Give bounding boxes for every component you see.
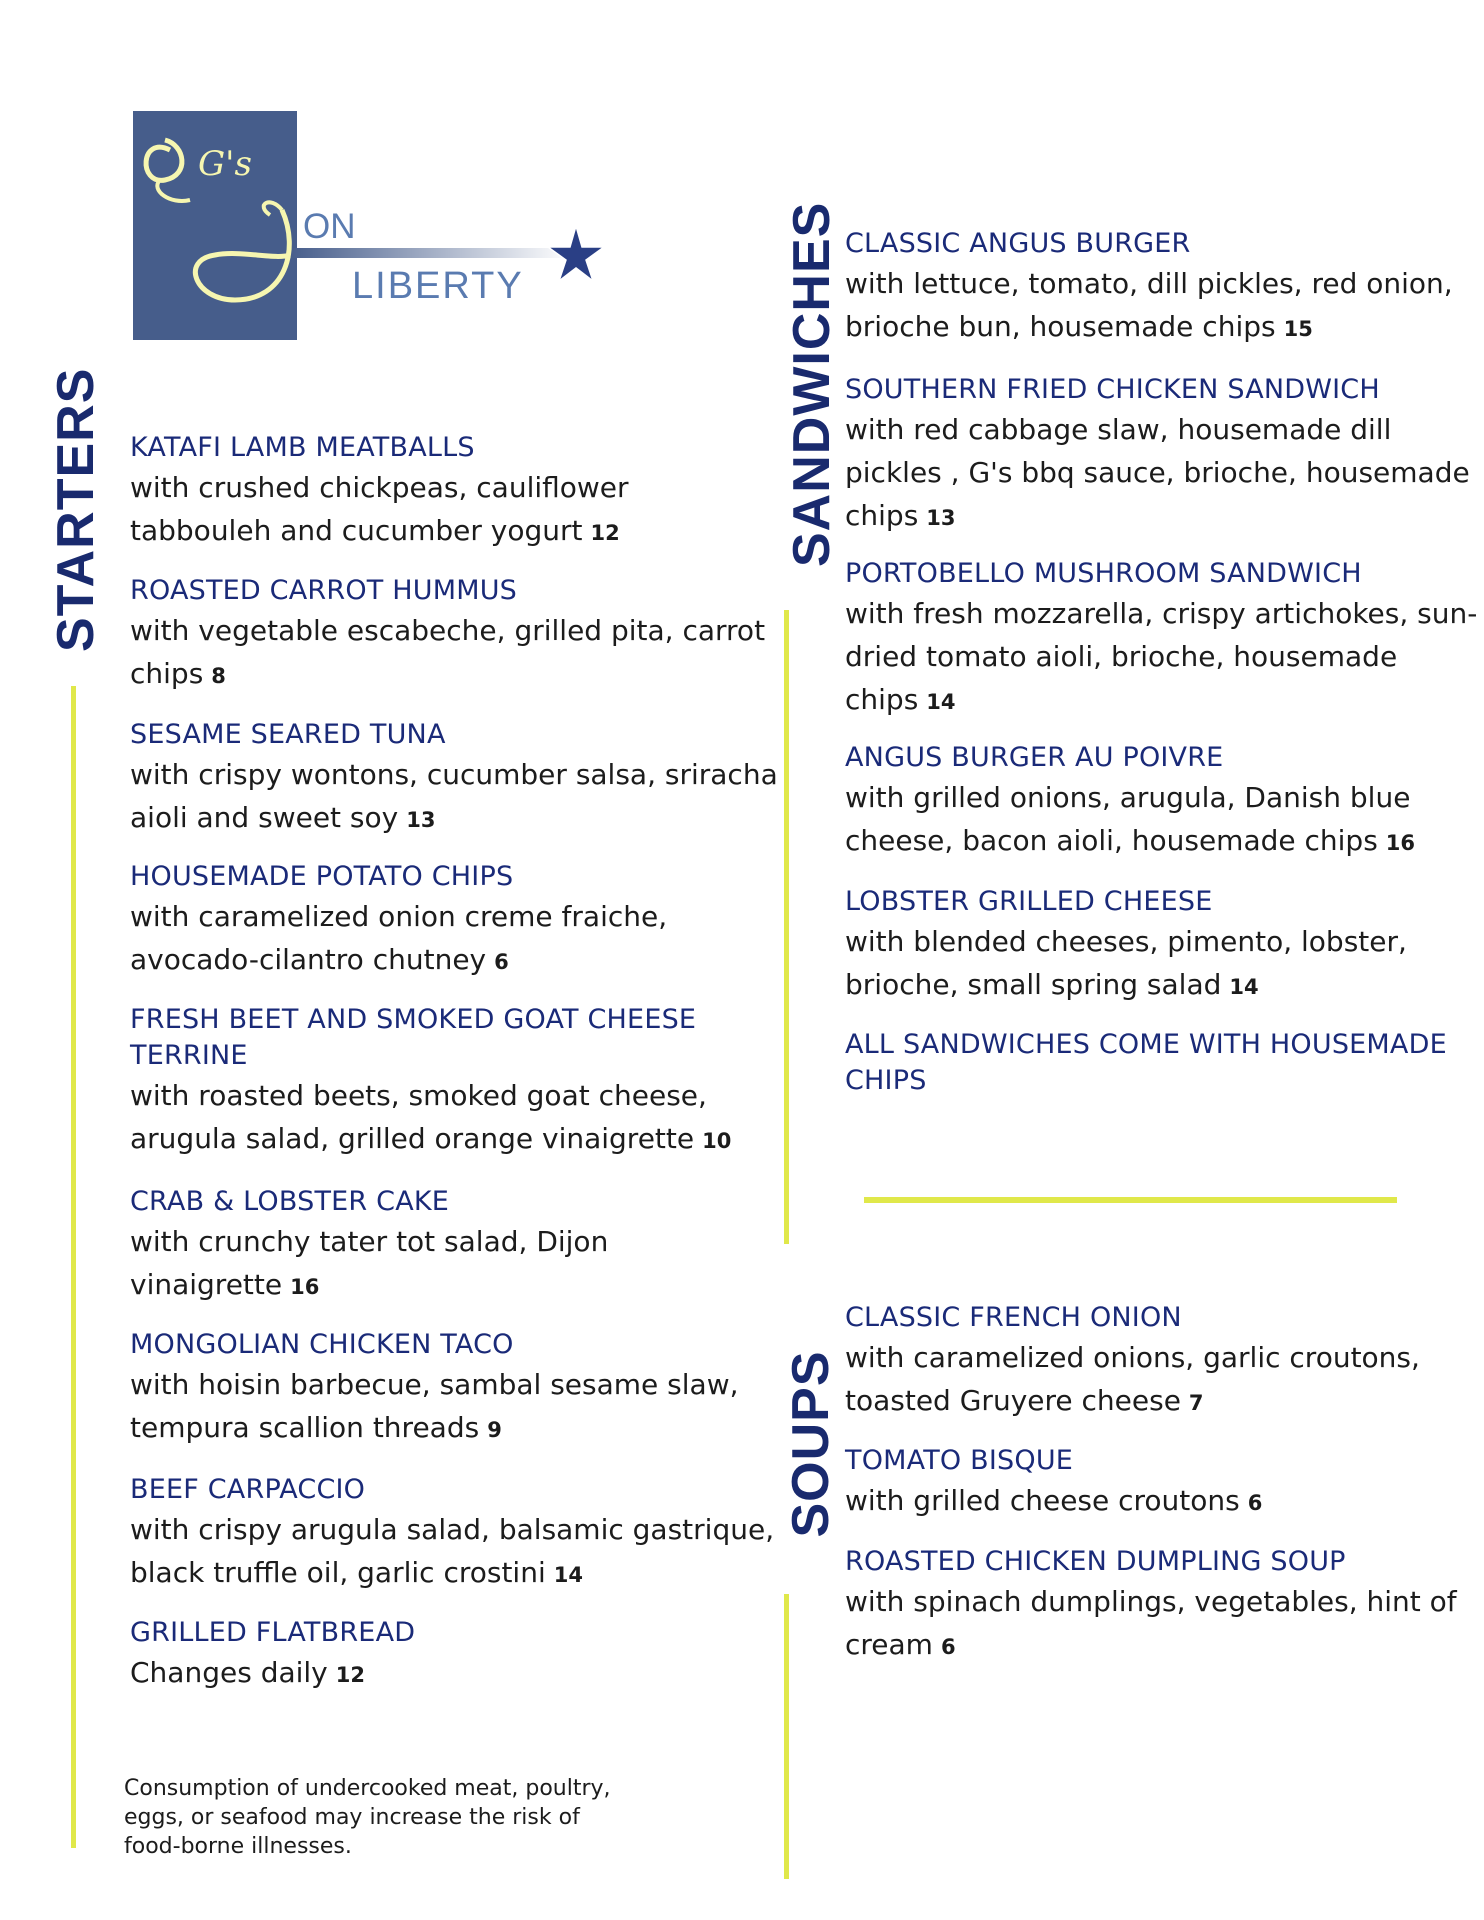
menu-item — [130, 859, 667, 984]
section-heading-starters: STARTERS — [47, 367, 105, 652]
item-price: 13 — [406, 808, 436, 832]
menu-item — [130, 573, 765, 698]
item-description: with caramelized onion creme fraiche, avocado-cilantro chutney 6 — [130, 900, 668, 976]
sandwiches-note: ALL SANDWICHES COME WITH HOUSEMADE CHIPS — [845, 1029, 1447, 1096]
item-name: ANGUS BURGER AU POIVRE — [845, 742, 1224, 773]
item-name: LOBSTER GRILLED CHEESE — [845, 886, 1213, 917]
item-price: 14 — [553, 1563, 583, 1587]
item-description: with grilled cheese croutons 6 — [845, 1484, 1263, 1517]
item-name: TOMATO BISQUE — [845, 1445, 1074, 1476]
item-price: 16 — [290, 1275, 320, 1299]
item-name: FRESH BEET AND SMOKED GOAT CHEESE TERRINE — [130, 1004, 697, 1071]
item-price: 16 — [1385, 831, 1416, 855]
item-name: PORTOBELLO MUSHROOM SANDWICH — [845, 558, 1362, 589]
item-name: MONGOLIAN CHICKEN TACO — [130, 1329, 514, 1360]
item-name: CRAB & LOBSTER CAKE — [130, 1186, 450, 1217]
menu-item — [845, 556, 1477, 724]
starters-accent-line — [71, 686, 76, 1848]
item-description: with grilled onions, arugula, Danish blue cheese, bacon aioli, housemade chips 16 — [845, 781, 1416, 857]
item-price: 14 — [1229, 975, 1259, 999]
item-description: with spinach dumplings, vegetables, hint of cream 6 — [845, 1585, 1457, 1661]
menu-item — [130, 717, 778, 842]
item-price: 8 — [211, 664, 226, 688]
item-description: with caramelized onions, garlic croutons, toasted Gruyere cheese 7 — [845, 1341, 1420, 1417]
menu-item — [130, 1002, 731, 1163]
soups-accent-line — [784, 1594, 789, 1879]
logo-word-on: ON — [303, 207, 356, 246]
item-name: HOUSEMADE POTATO CHIPS — [130, 861, 514, 892]
menu-item — [130, 1615, 415, 1697]
menu-item — [845, 226, 1453, 351]
menu-item — [130, 430, 629, 555]
menu-item — [845, 1300, 1420, 1425]
item-name: CLASSIC FRENCH ONION — [845, 1302, 1182, 1333]
restaurant-logo — [0, 0, 620, 360]
item-price: 10 — [702, 1129, 732, 1153]
item-description: with vegetable escabeche, grilled pita, carrot chips 8 — [130, 614, 766, 690]
item-name: ROASTED CHICKEN DUMPLING SOUP — [845, 1546, 1346, 1577]
sandwiches-accent-line — [784, 610, 789, 1244]
item-description: with crispy arugula salad, balsamic gastrique, black truffle oil, garlic crostini 14 — [130, 1513, 775, 1589]
item-description: with lettuce, tomato, dill pickles, red onion, brioche bun, housemade chips 15 — [845, 267, 1453, 343]
item-description: with red cabbage slaw, housemade dill pickles , G's bbq sauce, brioche, housemade chips 13 — [845, 413, 1470, 532]
item-name: GRILLED FLATBREAD — [130, 1617, 416, 1648]
menu-item — [845, 1544, 1457, 1669]
menu-item — [130, 1327, 739, 1452]
item-description: with crispy wontons, cucumber salsa, sriracha aioli and sweet soy 13 — [130, 758, 778, 834]
menu-item — [845, 884, 1407, 1009]
item-price: 12 — [335, 1663, 365, 1687]
item-price: 6 — [494, 950, 509, 974]
item-name: SOUTHERN FRIED CHICKEN SANDWICH — [845, 374, 1380, 405]
section-divider — [864, 1197, 1397, 1203]
menu-item — [845, 740, 1415, 865]
item-price: 9 — [487, 1418, 502, 1442]
menu-item — [845, 1443, 1262, 1525]
item-name: BEEF CARPACCIO — [130, 1474, 366, 1505]
item-description: with crushed chickpeas, cauliflower tabbouleh and cucumber yogurt 12 — [130, 471, 629, 547]
item-name: SESAME SEARED TUNA — [130, 719, 446, 750]
item-description: Changes daily 12 — [130, 1656, 365, 1689]
item-price: 7 — [1188, 1391, 1204, 1415]
item-price: 12 — [590, 521, 620, 545]
item-price: 6 — [940, 1635, 956, 1659]
item-name: ROASTED CARROT HUMMUS — [130, 575, 517, 606]
item-name: CLASSIC ANGUS BURGER — [845, 228, 1191, 259]
item-description: with roasted beets, smoked goat cheese, arugula salad, grilled orange vinaigrette 10 — [130, 1079, 732, 1155]
item-description: with hoisin barbecue, sambal sesame slaw, tempura scallion threads 9 — [130, 1368, 739, 1444]
item-description: with crunchy tater tot salad, Dijon vinaigrette 16 — [130, 1225, 609, 1301]
item-price: 15 — [1283, 317, 1313, 341]
menu-item — [130, 1184, 608, 1309]
logo-word-liberty: LIBERTY — [352, 265, 524, 307]
item-description: with blended cheeses, pimento, lobster, brioche, small spring salad 14 — [845, 925, 1407, 1001]
logo-initials: G's — [198, 144, 252, 184]
section-heading-sandwiches: SANDWICHES — [783, 201, 841, 567]
disclaimer: Consumption of undercooked meat, poultry, eggs, or seafood may increase the risk of food-borne illnesses. — [124, 1776, 611, 1859]
item-price: 6 — [1247, 1491, 1263, 1515]
item-price: 13 — [926, 506, 956, 530]
item-name: KATAFI LAMB MEATBALLS — [130, 432, 475, 463]
section-heading-soups: SOUPS — [782, 1350, 840, 1538]
item-description: with fresh mozzarella, crispy artichokes, sun- dried tomato aioli, brioche, housemade chips 14 — [845, 597, 1478, 716]
menu-item — [130, 1472, 774, 1597]
menu-item — [845, 372, 1470, 540]
item-price: 14 — [926, 690, 956, 714]
